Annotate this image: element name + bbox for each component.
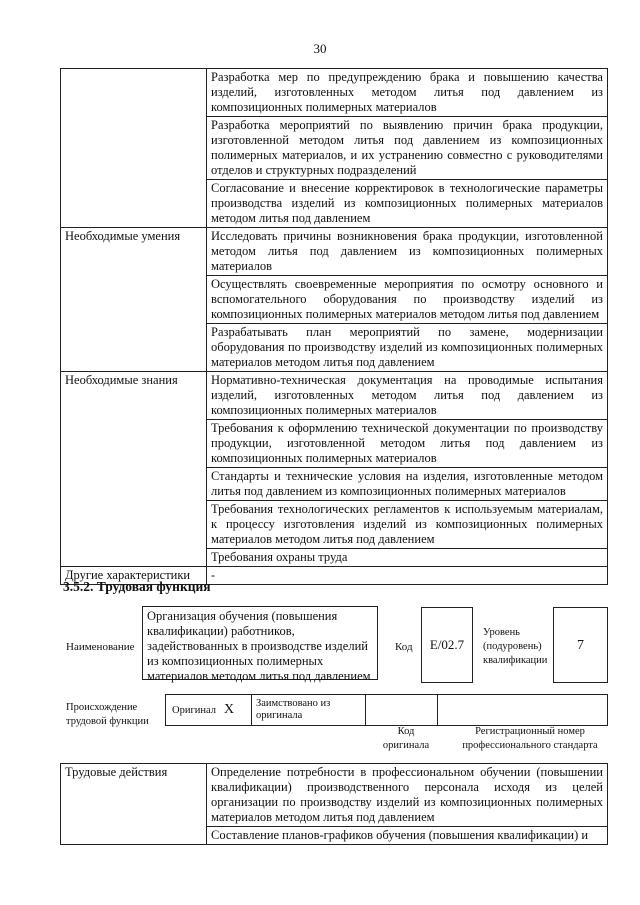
row-text-cell: Разработка мер по предупреждению брака и повышению качества изделий, изготовленных методом литья под давлением из композиционных полимерных материалов bbox=[207, 69, 608, 117]
registration-number-label bbox=[455, 725, 605, 753]
row-text-cell: - bbox=[207, 567, 608, 585]
row-text-cell: Требования к оформлению технической документации по производству продукции, изготовленной методом литья под давлением из композиционных полимерных материалов bbox=[207, 420, 608, 468]
level-value: 7 bbox=[553, 607, 608, 683]
original-label: Оригинал bbox=[172, 705, 216, 716]
skills-label: Необходимые умения bbox=[61, 228, 207, 372]
level-label-line: (подуровень) bbox=[483, 641, 542, 652]
row-text-cell: Исследовать причины возникновения брака продукции, изготовленной методом литья под давлением из композиционных полимерных материалов bbox=[207, 228, 608, 276]
level-label bbox=[483, 626, 547, 668]
row-text-cell: Разработка мероприятий по выявлению причин брака продукции, изготовленной методом литья под давлением из композиционных полимерных материалов, и их устранению совместно с руководителями отделов и структурных подразделений bbox=[207, 117, 608, 180]
level-label-line: квалификации bbox=[483, 655, 548, 666]
borrowed-label-line: оригинала bbox=[256, 710, 303, 721]
row-text-cell: Разрабатывать план мероприятий по замене, модернизации оборудования по производству изделий из композиционных полимерных материалов методом литья под давлением bbox=[207, 324, 608, 372]
original-code-label-line: оригинала bbox=[382, 740, 430, 751]
original-code-cell bbox=[365, 695, 437, 725]
level-label-line: Уровень bbox=[483, 627, 520, 638]
row-label-cell bbox=[61, 69, 207, 228]
borrowed-label-line: Заимствовано из bbox=[256, 698, 331, 709]
name-label: Наименование bbox=[66, 641, 135, 653]
other-label: Другие характеристики bbox=[61, 567, 207, 585]
knowledge-label: Необходимые знания bbox=[61, 372, 207, 567]
page-number: 30 bbox=[313, 41, 327, 56]
row-text-cell: Требования охраны труда bbox=[207, 549, 608, 567]
original-code-label-line: Код bbox=[397, 726, 415, 737]
row-text-cell: Составление планов-графиков обучения (повышения квалификации) и bbox=[207, 827, 608, 845]
row-text-cell: Требования технологических регламентов к используемым материалам, к процессу изготовления изделий из композиционных полимерных материалов методом литья под давлением bbox=[207, 501, 608, 549]
origin-label bbox=[66, 701, 149, 729]
section-title: 3.5.2. Трудовая функция bbox=[63, 579, 211, 594]
original-cell bbox=[165, 695, 251, 725]
registration-label-line: Регистрационный номер bbox=[475, 726, 585, 737]
function-name-value: Организация обучения (повышения квалификации) работников, задействованных в производстве изделий из композиционных полимерных материалов методом литья под давлением bbox=[142, 606, 378, 680]
origin-label-line: трудовой функции bbox=[66, 716, 149, 727]
origin-row bbox=[165, 694, 608, 726]
code-value: E/02.7 bbox=[421, 607, 473, 683]
registration-number-cell bbox=[437, 695, 608, 725]
original-code-label bbox=[378, 725, 434, 753]
labor-actions-table bbox=[60, 763, 608, 845]
registration-label-line: профессионального стандарта bbox=[462, 740, 598, 751]
row-text-cell: Определение потребности в профессиональном обучении (повышении квалификации) производственного персонала исходя из целей организации по производству изделий из композиционных полимерных материалов методом литья под давлением bbox=[207, 764, 608, 827]
table-row bbox=[61, 69, 608, 117]
table-row bbox=[61, 764, 608, 827]
row-text-cell: Осуществлять своевременные мероприятия по осмотру основного и вспомогательного оборудования по производству изделий из композиционных полимерных материалов методом литья под давлением bbox=[207, 276, 608, 324]
row-text-cell: Нормативно-техническая документация на проводимые испытания изделий, изготовленных методом литья под давлением из композиционных полимерных материалов bbox=[207, 372, 608, 420]
competency-table bbox=[60, 68, 608, 585]
actions-label: Трудовые действия bbox=[61, 764, 207, 845]
original-mark: X bbox=[224, 702, 235, 717]
table-row bbox=[61, 228, 608, 276]
code-label: Код bbox=[395, 641, 413, 653]
row-text-cell: Стандарты и технические условия на изделия, изготовленные методом литья под давлением из композиционных полимерных материалов bbox=[207, 468, 608, 501]
borrowed-cell bbox=[251, 695, 365, 725]
row-text-cell: Согласование и внесение корректировок в технологические параметры производства изделий из композиционных полимерных материалов методом литья под давлением bbox=[207, 180, 608, 228]
origin-label-line: Происхождение bbox=[66, 702, 138, 713]
table-row bbox=[61, 372, 608, 420]
